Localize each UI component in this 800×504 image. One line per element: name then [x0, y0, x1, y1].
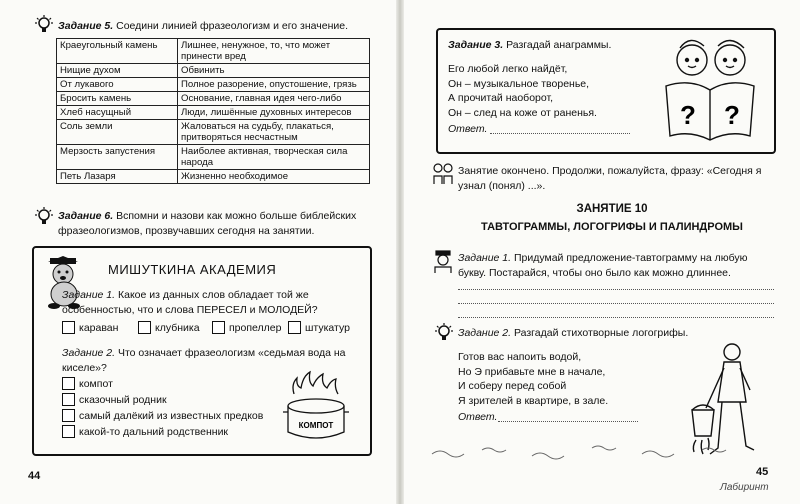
meaning-cell[interactable]: Жизненно необходимое: [178, 170, 370, 184]
q1-option-propeller[interactable]: [212, 321, 281, 334]
phrase-cell[interactable]: От лукавого: [57, 78, 178, 92]
lesson-end-text: Занятие окончено. Продолжи, пожалуйста, фразу: «Сегодня я узнал (понял) ...».: [458, 165, 762, 192]
poem-line: Но Э прибавьте мне в начале,: [458, 365, 606, 378]
meaning-cell[interactable]: Обвинить: [178, 64, 370, 78]
academy-q1: Задание 1. Какое из данных слов обладает той же особенностью, что и слова ПЕРЕСЕЛ и МОЛОДЕЙ?: [62, 289, 318, 316]
poem-line: И соберу перед собой: [458, 380, 567, 392]
q2-option-compote[interactable]: [62, 377, 113, 390]
phrase-cell[interactable]: Мерзость запустения: [57, 145, 178, 170]
option-label: клубника: [155, 321, 200, 334]
teacher-icon: [432, 250, 454, 274]
answer-line[interactable]: [458, 289, 774, 290]
kids-reading-icon: [658, 34, 762, 144]
academy-q2: Задание 2. Что означает фразеологизм «седьмая вода на киселе»?: [62, 347, 346, 374]
poem-line: Он – музыкальное творенье,: [448, 77, 590, 90]
puddle-trail-icon: [422, 438, 742, 464]
option-label: самый далёкий из известных предков: [79, 409, 264, 422]
option-label: караван: [79, 321, 119, 334]
answer-line[interactable]: [458, 317, 774, 318]
lightbulb-icon: [34, 14, 54, 36]
lightbulb-icon: [34, 206, 54, 228]
task3-answer-label: Ответ.: [448, 123, 488, 135]
q1-option-caravan[interactable]: [62, 321, 118, 334]
phrase-cell[interactable]: Нищие духом: [57, 64, 178, 78]
checkbox[interactable]: [138, 321, 151, 334]
option-label: штукатур: [305, 321, 350, 334]
task2-answer-label: Ответ.: [458, 411, 498, 423]
lesson-title: ЗАНЯТИЕ 10: [576, 203, 648, 215]
table-row: [57, 39, 370, 64]
table-row: [57, 170, 370, 184]
task1-text: Задание 1. Придумай предложение-тавтограмму на любую букву. Постарайся, чтобы оно было как можно длиннее.: [458, 252, 748, 279]
phrase-cell[interactable]: Хлеб насущный: [57, 106, 178, 120]
checkbox[interactable]: [62, 377, 75, 390]
meaning-cell[interactable]: Жаловаться на судьбу, плакаться, притворяться несчастным: [178, 120, 370, 145]
poem-line: Я зрителей в квартире, в зале.: [458, 394, 609, 407]
table-row: [57, 120, 370, 145]
poem-line: А прочитай наоборот,: [448, 92, 554, 104]
task6-text: Задание 6. Вспомни и назови как можно больше библейских фразеологизмов, прозвучавших сегодня на занятии.: [58, 210, 357, 237]
left-page: [0, 0, 398, 504]
checkbox[interactable]: [62, 425, 75, 438]
table-row: [57, 78, 370, 92]
academy-title: МИШУТКИНА АКАДЕМИЯ: [108, 262, 277, 277]
table-row: [57, 145, 370, 170]
q2-option-relative[interactable]: [62, 425, 228, 438]
option-label: какой-то дальний родственник: [79, 425, 229, 438]
meaning-cell[interactable]: Полное разорение, опустошение, грязь: [178, 78, 370, 92]
checkbox[interactable]: [62, 393, 75, 406]
poem-line: Готов вас напоить водой,: [458, 351, 582, 363]
answer-line[interactable]: [458, 303, 774, 304]
task3-poem: [448, 62, 597, 120]
kids-group-icon: [432, 162, 454, 186]
meaning-cell[interactable]: Лишнее, ненужное, то, что может принести вред: [178, 39, 370, 64]
meaning-cell[interactable]: Люди, лишённые духовных интересов: [178, 106, 370, 120]
phraseology-table: [56, 38, 370, 184]
checkbox[interactable]: [212, 321, 225, 334]
pot-label: КОМПОТ: [298, 421, 334, 430]
phrase-cell[interactable]: Бросить камень: [57, 92, 178, 106]
option-label: компот: [79, 377, 113, 390]
task2-answer-line[interactable]: [498, 421, 638, 422]
svg-text:?: ?: [680, 100, 696, 130]
phrase-cell[interactable]: Соль земли: [57, 120, 178, 145]
right-page: [402, 0, 800, 504]
svg-text:?: ?: [724, 100, 740, 130]
checkbox[interactable]: [62, 321, 75, 334]
task5-text: Задание 5. Соедини линией фразеологизм и его значение.: [58, 20, 348, 32]
lightbulb-icon: [434, 322, 454, 344]
task3-text: Задание 3. Разгадай анаграммы.: [448, 39, 612, 51]
option-label: пропеллер: [229, 321, 282, 334]
watermark-label: Лабиринт: [720, 482, 769, 493]
meaning-cell[interactable]: Основание, главная идея чего-либо: [178, 92, 370, 106]
table-row: [57, 92, 370, 106]
phrase-cell[interactable]: Краеугольный камень: [57, 39, 178, 64]
page-number-left: 44: [28, 470, 41, 482]
pot-icon: [280, 360, 352, 446]
q2-option-spring[interactable]: [62, 393, 167, 406]
phrase-cell[interactable]: Петь Лазаря: [57, 170, 178, 184]
q2-option-ancestor[interactable]: [62, 409, 263, 422]
checkbox[interactable]: [62, 409, 75, 422]
table-row: [57, 106, 370, 120]
page-number-right: 45: [756, 466, 769, 478]
q1-option-strawberry[interactable]: [138, 321, 200, 334]
task3-answer-line[interactable]: [490, 133, 630, 134]
checkbox[interactable]: [288, 321, 301, 334]
q1-option-plasterer[interactable]: [288, 321, 350, 334]
meaning-cell[interactable]: Наиболее активная, творческая сила народа: [178, 145, 370, 170]
task2-text: Задание 2. Разгадай стихотворные логогрифы.: [458, 327, 689, 339]
poem-line: Его любой легко найдёт,: [448, 63, 568, 75]
lesson-subtitle: ТАВТОГРАММЫ, ЛОГОГРИФЫ И ПАЛИНДРОМЫ: [481, 221, 743, 233]
task2-poem: [458, 350, 608, 408]
option-label: сказочный родник: [79, 393, 167, 406]
poem-line: Он – след на коже от раненья.: [448, 106, 597, 119]
table-row: [57, 64, 370, 78]
